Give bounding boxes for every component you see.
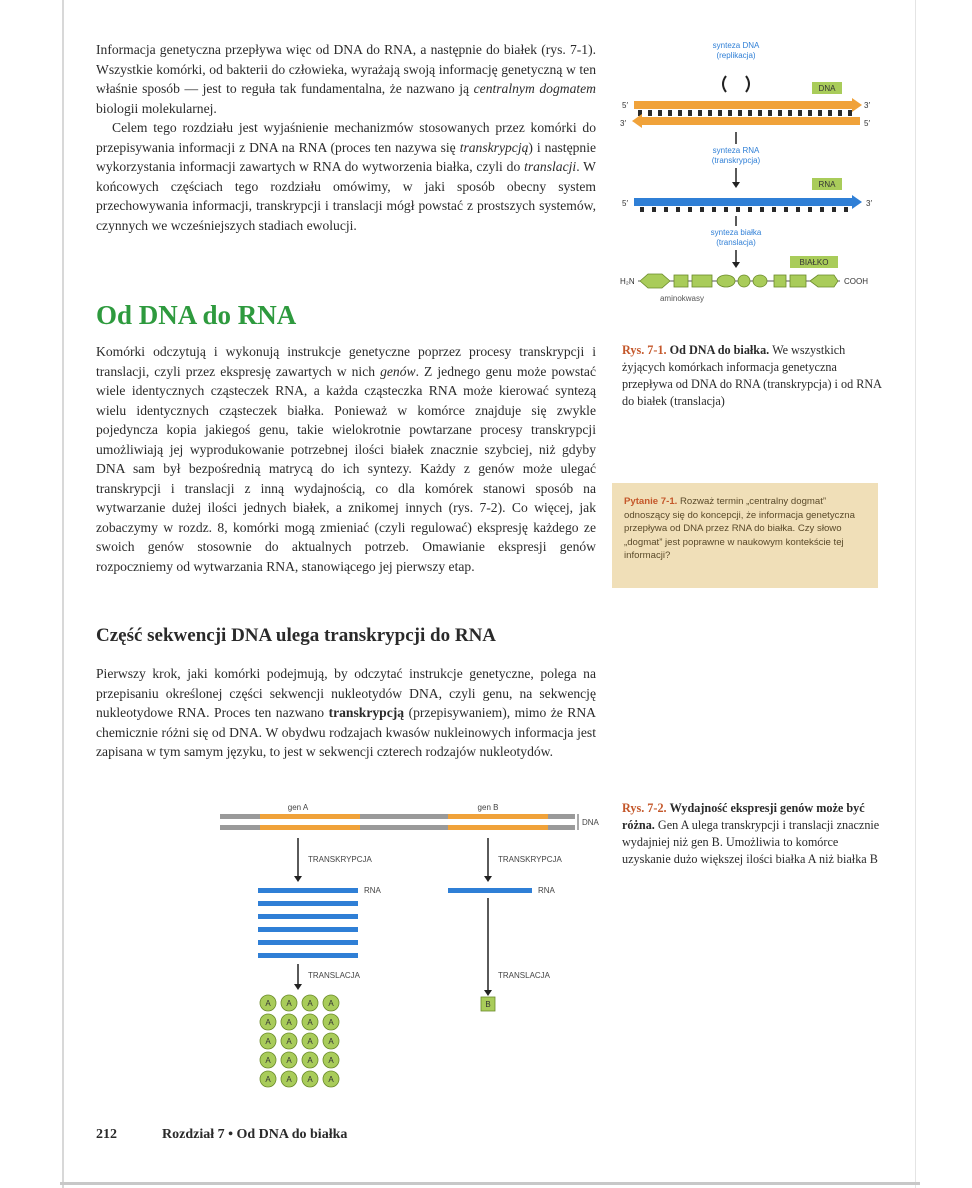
protein-a-label: A bbox=[265, 1018, 271, 1027]
protein-a-label: A bbox=[307, 999, 313, 1008]
question-number: Pytanie 7-1. bbox=[624, 496, 678, 507]
rna-bases bbox=[640, 207, 848, 212]
protein-a-label: A bbox=[307, 1075, 313, 1084]
gene-b-region-bottom bbox=[448, 825, 548, 830]
protein-a-label: A bbox=[328, 1018, 334, 1027]
protein-a-label: A bbox=[265, 1075, 271, 1084]
rna-strand bbox=[634, 198, 852, 206]
label-5prime-top: 5′ bbox=[622, 101, 628, 110]
rna-strand-arrow bbox=[852, 195, 862, 209]
question-box bbox=[612, 483, 878, 588]
protein-a-label: A bbox=[328, 1037, 334, 1046]
label-gene-a: gen A bbox=[287, 803, 309, 812]
caption-figure-7-1: Rys. 7-1. Od DNA do białka. We wszystkich żyjących komórkach informacja genetyczna przepływa od DNA do RNA (transkrypcja) i od RNA do białek (translacja) bbox=[622, 343, 882, 408]
arrow-down-icon-2 bbox=[732, 262, 740, 268]
arrow-down-icon-a1 bbox=[294, 876, 302, 882]
label-transcription: (transkrypcja) bbox=[711, 156, 761, 165]
dna-base-pairs bbox=[638, 110, 852, 116]
gene-a-region-bottom bbox=[260, 825, 360, 830]
label-3prime-bottom: 3′ bbox=[620, 119, 626, 128]
label-gene-b: gen B bbox=[477, 803, 499, 812]
label-rna-a: RNA bbox=[364, 886, 381, 895]
gene-a-region-top bbox=[260, 814, 360, 819]
caption-figure-7-2: Rys. 7-2. Wydajność ekspresji genów może być różna. Gen A ulega transkrypcji i translacji znacznie wydajniej niż gen B. Umożliwia to komórce uzyskanie dużo większej ilości białka A niż białka B bbox=[622, 801, 880, 866]
protein-a-grid bbox=[260, 995, 339, 1087]
protein-a-label: A bbox=[286, 1075, 292, 1084]
label-transcription-b: TRANSKRYPCJA bbox=[498, 855, 562, 864]
protein-a-label: A bbox=[328, 1056, 334, 1065]
gene-b-region-top bbox=[448, 814, 548, 819]
page-edge-right bbox=[915, 0, 916, 1188]
label-amino-acids: aminokwasy bbox=[659, 294, 705, 303]
section-heading-dna-to-rna: Od DNA do RNA bbox=[96, 300, 297, 330]
figure-gene-expression bbox=[220, 800, 600, 1090]
label-transcription-a: TRANSKRYPCJA bbox=[308, 855, 372, 864]
arrow-down-icon-b1 bbox=[484, 876, 492, 882]
arrow-down-icon-1 bbox=[732, 182, 740, 188]
label-rna: RNA bbox=[818, 180, 836, 189]
dna-strand-bottom-arrow bbox=[632, 114, 642, 128]
intro-text bbox=[96, 40, 596, 235]
protein-a-label: A bbox=[307, 1018, 313, 1027]
running-footer: Rozdział 7 • Od DNA do białka bbox=[162, 1127, 348, 1142]
question-text: Rozważ termin „centralny dogmat” odnoszący się do koncepcji, że informacja genetyczna przepływa od DNA przez RNA do białka. Czy słowo „dogmat” jest poprawne w naukowym kontekście tej informacji? bbox=[624, 496, 855, 561]
intro-paragraph-1: Informacja genetyczna przepływa więc od DNA do RNA, a następnie do białek (rys. 7-1). Wszystkie komórki, od bakterii do człowieka, wyrażają swoją informację genetyczną w ten właśnie sposób — jest to reguła tak fundamentalna, że nazwano ją centralnym dogmatem biologii molekularnej. bbox=[96, 42, 596, 116]
replication-arrow-icon bbox=[723, 76, 726, 92]
rna-molecule-b bbox=[448, 888, 532, 893]
label-5prime-bottom: 5′ bbox=[864, 119, 870, 128]
label-rna-b: RNA bbox=[538, 886, 555, 895]
protein-b-label: B bbox=[485, 1000, 491, 1009]
page-edge-left bbox=[62, 0, 64, 1188]
protein-a-label: A bbox=[307, 1037, 313, 1046]
dna-strand-top-arrow bbox=[852, 98, 862, 112]
label-dna-fig2: DNA bbox=[582, 818, 599, 827]
section2-text bbox=[96, 664, 596, 762]
label-translation-b: TRANSLACJA bbox=[498, 971, 551, 980]
replication-arrow-icon-2 bbox=[746, 76, 749, 92]
protein-a-label: A bbox=[265, 1056, 271, 1065]
protein-a-label: A bbox=[307, 1056, 313, 1065]
label-translation: (translacja) bbox=[716, 238, 756, 247]
protein-a-label: A bbox=[286, 1018, 292, 1027]
protein-a-label: A bbox=[286, 999, 292, 1008]
label-3prime-top: 3′ bbox=[864, 101, 870, 110]
label-protein: BIAŁKO bbox=[799, 258, 829, 267]
protein-a-label: A bbox=[328, 999, 334, 1008]
label-rna-synthesis: synteza RNA bbox=[712, 146, 760, 155]
protein-a-label: A bbox=[328, 1075, 334, 1084]
page-bottom-edge bbox=[60, 1182, 920, 1185]
protein-a-label: A bbox=[265, 1037, 271, 1046]
figure-dna-to-protein bbox=[618, 36, 888, 304]
label-cooh: COOH bbox=[844, 277, 868, 286]
section1-paragraph: Komórki odczytują i wykonują instrukcje genetyczne poprzez procesy transkrypcji i translacji, czyli przez ekspresję zawartych w nich genów. Z jednego genu może powstać wiele identycznych cząsteczek RNA, a każda cząsteczka RNA może kierować syntezą wielu identycznych cząsteczek białka. Ponieważ w komórce znajduje się zwykle pojedyncza kopia jakiegoś genu, takie wielokrotnie powtarzane procesy transkrypcji umożliwiają jej wyprodukowanie potrzebnej ilości białek znacznie szybciej, niż gdyby DNA sam był bezpośrednią matrycą do ich syntezy. Każdy z genów może ulegać transkrypcji i translacji z inną wydajnością, co dla komórek stanowi sposób na wytwarzanie dużej ilości jednych białek, a znikomej innych (rys. 7-2). Co więcej, jak zobaczymy w rozdz. 8, komórki mogą zmieniać (czyli regulować) ekspresję każdego ze swoich genów stosownie do aktualnych potrzeb. Omawianie ekspresji genów rozpoczniemy od wytwarzania RNA, stanowiącego jej pierwszy etap. bbox=[96, 344, 596, 574]
label-replication: (replikacja) bbox=[716, 51, 756, 60]
section2-paragraph: Pierwszy krok, jaki komórki podejmują, by odczytać instrukcje genetyczne, polega na przepisaniu określonej części sekwencji nukleotydów DNA, czyli genu, na sekwencję nukleotydowe RNA. Proces ten nazwano transkrypcją (przepisywaniem), mimo że RNA chemicznie różni się od DNA. W obydwu rodzajach kwasów nukleinowych informacja jest zapisana w tym samym języku, to jest w sekwencji czterech rodzajów nukleotydów. bbox=[96, 666, 596, 759]
section-heading-transcription: Część sekwencji DNA ulega transkrypcji do RNA bbox=[96, 625, 497, 646]
intro-paragraph-2: Celem tego rozdziału jest wyjaśnienie mechanizmów stosowanych przez komórki do przepisywania informacji z DNA na RNA (proces ten nazywa się transkrypcją) i następnie wykorzystania informacji zawartych w RNA do wytworzenia białka, czyli do translacji. W końcowych częściach tego rozdziału omówimy, w jaki sposób obecny system przechowywania informacji, transkrypcji i translacji mógł powstać z prostszych systemów, czynnych we wcześniejszych stadiach ewolucji. bbox=[96, 120, 597, 233]
protein-a-label: A bbox=[265, 999, 271, 1008]
section1-text bbox=[96, 342, 596, 576]
rna-molecules-a bbox=[258, 888, 358, 958]
protein-a-label: A bbox=[286, 1037, 292, 1046]
dna-strand-top bbox=[634, 101, 852, 109]
arrow-down-icon-a2 bbox=[294, 984, 302, 990]
label-3prime-rna: 3′ bbox=[866, 199, 872, 208]
dna-strand-bottom bbox=[642, 117, 860, 125]
label-5prime-rna: 5′ bbox=[622, 199, 628, 208]
label-dna: DNA bbox=[818, 84, 836, 93]
label-protein-synthesis: synteza białka bbox=[710, 228, 762, 237]
label-dna-synthesis: synteza DNA bbox=[712, 41, 760, 50]
page-number: 212 bbox=[96, 1127, 117, 1142]
label-h2n: H₂N bbox=[620, 277, 635, 286]
arrow-down-icon-b2 bbox=[484, 990, 492, 996]
label-translation-a: TRANSLACJA bbox=[308, 971, 361, 980]
protein-a-label: A bbox=[286, 1056, 292, 1065]
